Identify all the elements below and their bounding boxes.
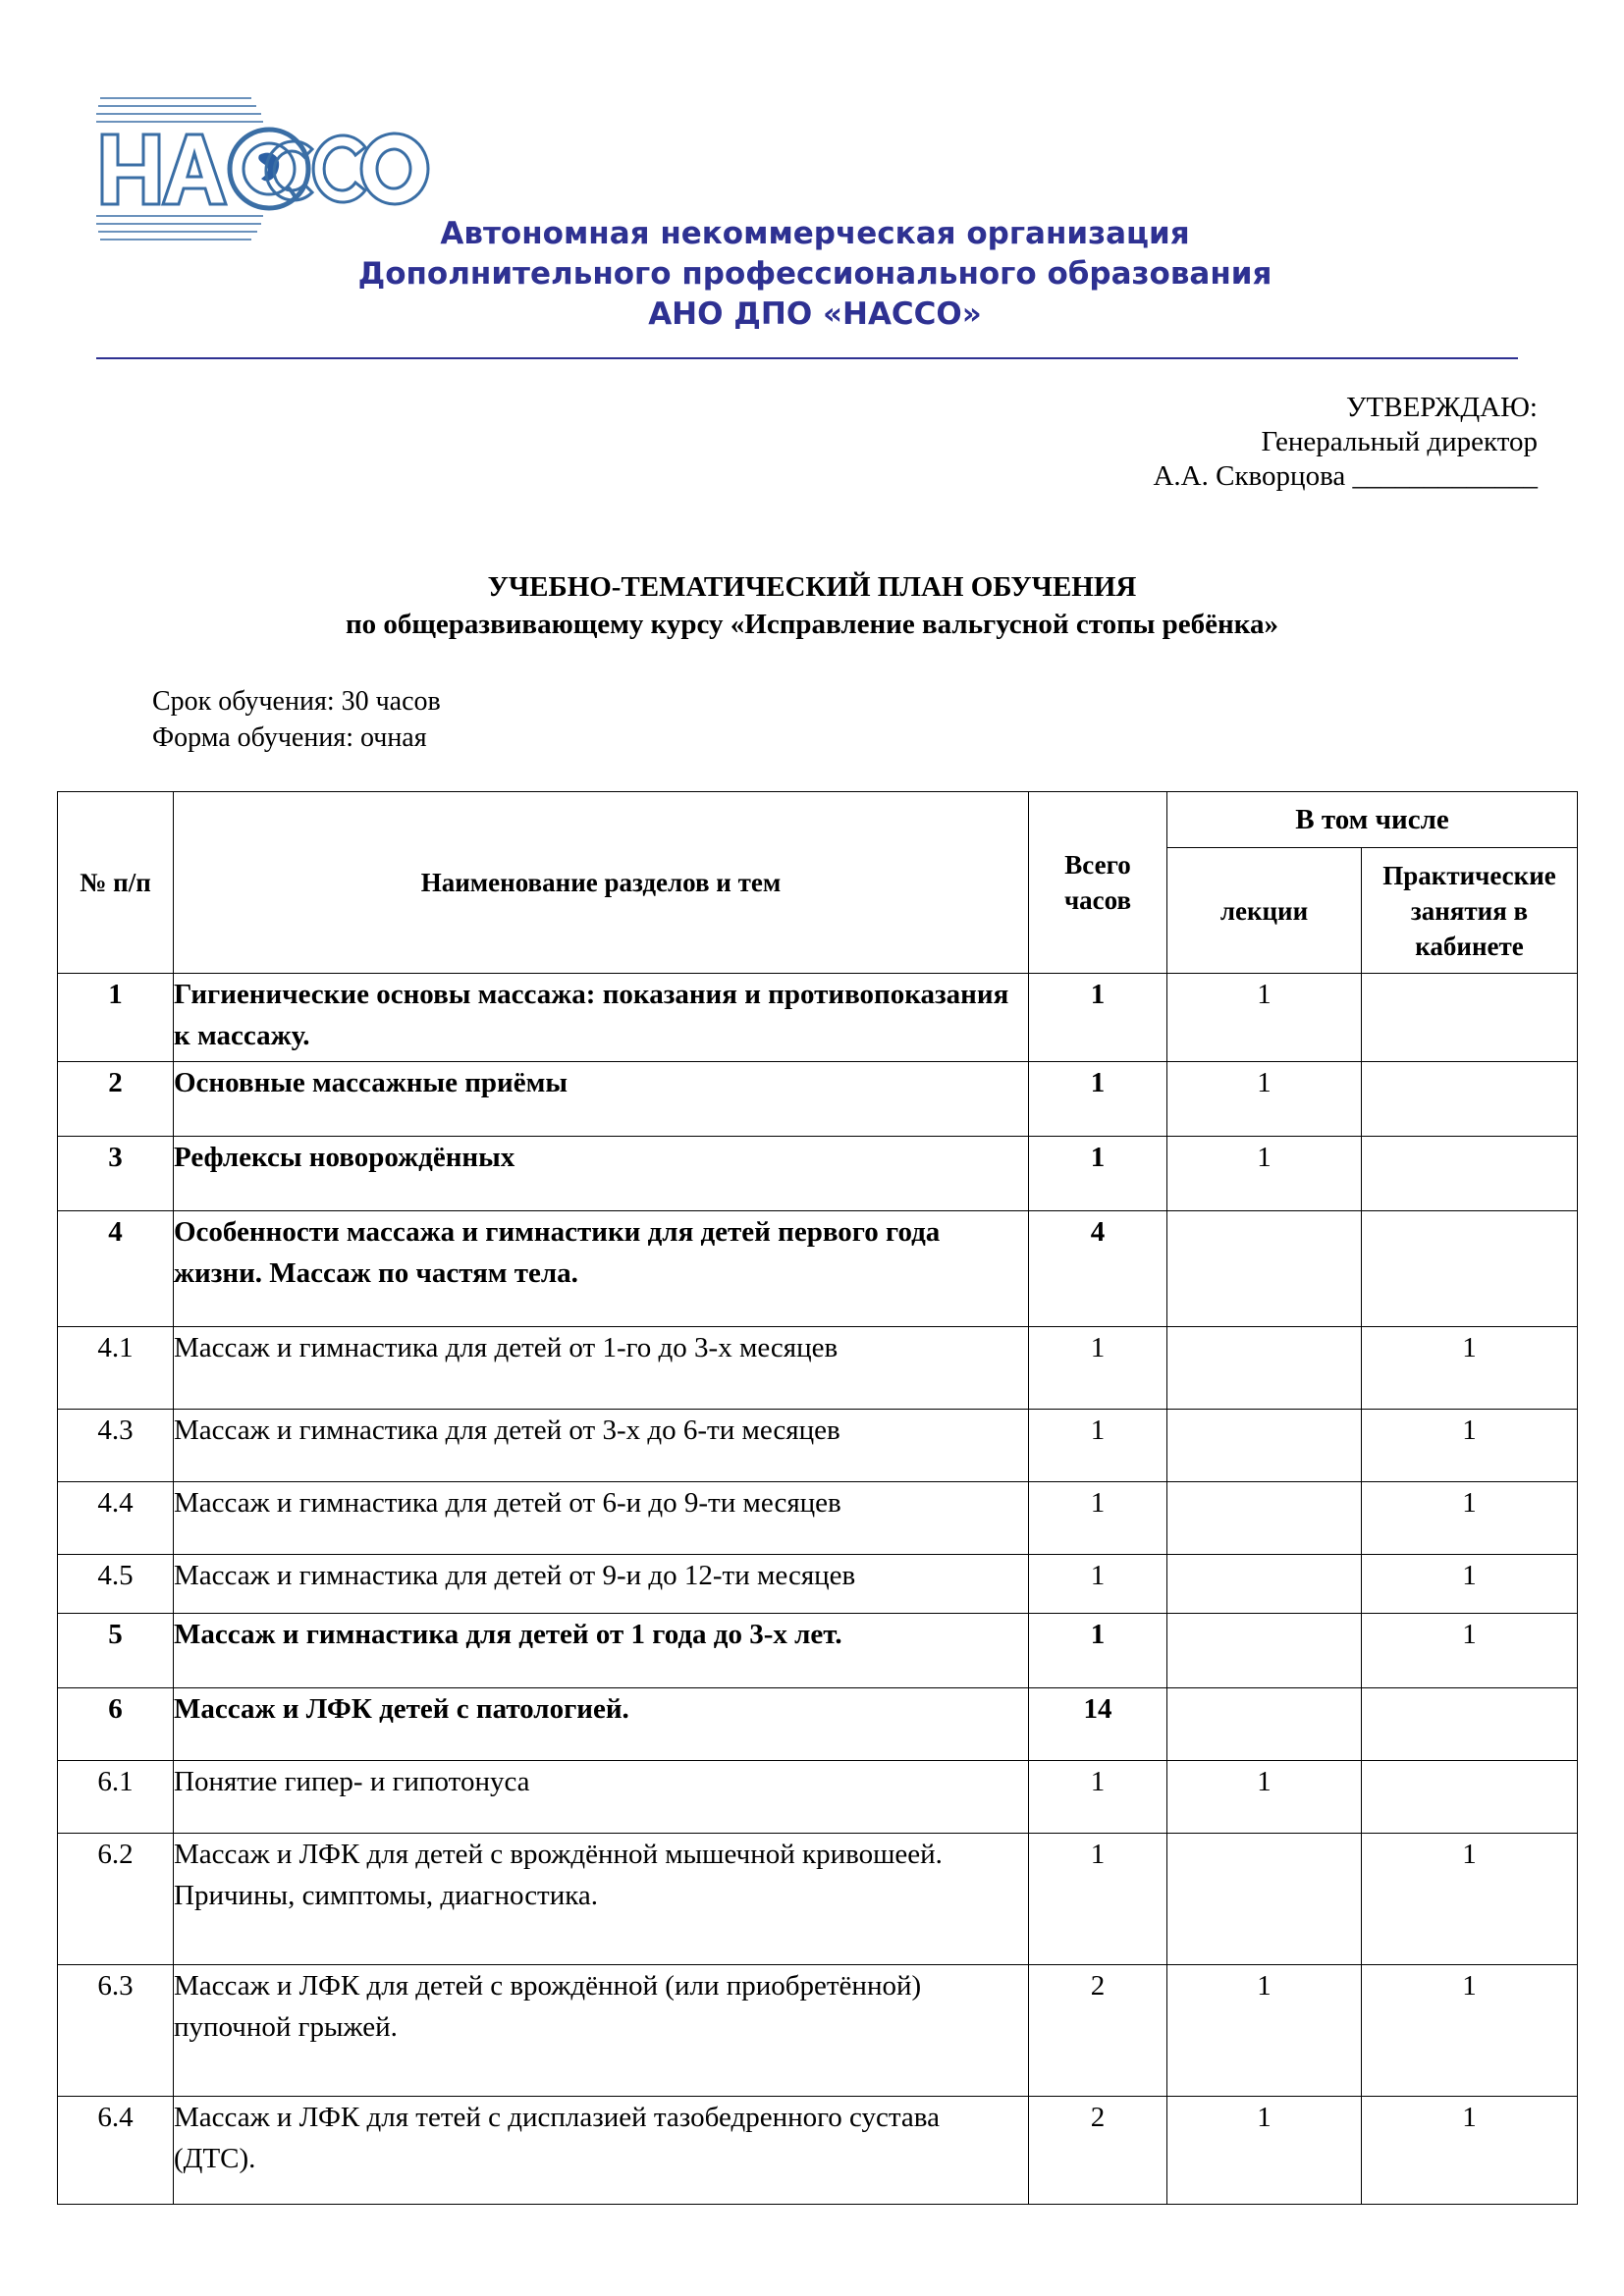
row-practice-hours: 1	[1362, 1834, 1578, 1965]
row-practice-hours	[1362, 1137, 1578, 1211]
row-number: 2	[58, 1062, 174, 1137]
row-topic-name: Гигиенические основы массажа: показания и противопоказания к массажу.	[174, 974, 1029, 1062]
row-lecture-hours	[1167, 1688, 1362, 1761]
study-plan-table	[57, 791, 1578, 2205]
row-total-hours: 4	[1029, 1211, 1167, 1327]
table-row	[58, 1062, 1578, 1137]
row-topic-name: Массаж и гимнастика для детей от 9-и до 12-ти месяцев	[174, 1555, 1029, 1614]
course-meta	[152, 683, 441, 756]
header-num: № п/п	[58, 792, 174, 974]
row-lecture-hours	[1167, 1410, 1362, 1482]
row-total-hours: 1	[1029, 974, 1167, 1062]
row-number: 4.4	[58, 1482, 174, 1555]
row-number: 3	[58, 1137, 174, 1211]
row-lecture-hours: 1	[1167, 1062, 1362, 1137]
header-lectures: лекции	[1167, 848, 1362, 974]
row-number: 6.4	[58, 2097, 174, 2205]
row-lecture-hours: 1	[1167, 2097, 1362, 2205]
row-lecture-hours	[1167, 1555, 1362, 1614]
table-row	[58, 2097, 1578, 2205]
row-practice-hours: 1	[1362, 1555, 1578, 1614]
row-practice-hours	[1362, 1761, 1578, 1834]
row-lecture-hours	[1167, 1834, 1362, 1965]
row-lecture-hours	[1167, 1614, 1362, 1688]
row-topic-name: Особенности массажа и гимнастики для детей первого года жизни. Массаж по частям тела.	[174, 1211, 1029, 1327]
row-topic-name: Массаж и ЛФК для детей с врождённой (или приобретённой) пупочной грыжей.	[174, 1965, 1029, 2097]
approval-line-1: УТВЕРЖДАЮ:	[1346, 392, 1538, 423]
row-topic-name: Основные массажные приёмы	[174, 1062, 1029, 1137]
org-line-3: АНО ДПО «НАССО»	[648, 296, 982, 332]
row-total-hours: 1	[1029, 1482, 1167, 1555]
row-total-hours: 1	[1029, 1761, 1167, 1834]
org-line-2: Дополнительного профессионального образования	[357, 256, 1272, 292]
table-row	[58, 1555, 1578, 1614]
header-name: Наименование разделов и тем	[174, 792, 1029, 974]
row-practice-hours: 1	[1362, 1614, 1578, 1688]
row-practice-hours: 1	[1362, 1410, 1578, 1482]
table-row	[58, 1137, 1578, 1211]
row-number: 6.1	[58, 1761, 174, 1834]
row-topic-name: Массаж и гимнастика для детей от 1 года до 3-х лет.	[174, 1614, 1029, 1688]
table-row	[58, 1965, 1578, 2097]
approval-block	[1153, 391, 1538, 494]
header-divider	[96, 357, 1518, 359]
row-number: 4	[58, 1211, 174, 1327]
row-total-hours: 1	[1029, 1137, 1167, 1211]
row-practice-hours: 1	[1362, 1327, 1578, 1410]
row-total-hours: 1	[1029, 1062, 1167, 1137]
row-total-hours: 14	[1029, 1688, 1167, 1761]
row-lecture-hours: 1	[1167, 1137, 1362, 1211]
org-line-1: Автономная некоммерческая организация	[440, 216, 1190, 251]
row-lecture-hours: 1	[1167, 1965, 1362, 2097]
row-practice-hours: 1	[1362, 1965, 1578, 2097]
row-practice-hours: 1	[1362, 2097, 1578, 2205]
row-practice-hours	[1362, 1688, 1578, 1761]
course-form: Форма обучения: очная	[152, 722, 427, 753]
row-topic-name: Массаж и гимнастика для детей от 3-х до 6-ти месяцев	[174, 1410, 1029, 1482]
approval-line-2: Генеральный директор	[1261, 426, 1538, 457]
row-topic-name: Массаж и гимнастика для детей от 6-и до 9-ти месяцев	[174, 1482, 1029, 1555]
row-total-hours: 1	[1029, 1834, 1167, 1965]
row-number: 4.1	[58, 1327, 174, 1410]
row-lecture-hours	[1167, 1482, 1362, 1555]
table-row	[58, 974, 1578, 1062]
row-practice-hours	[1362, 974, 1578, 1062]
table-row	[58, 1614, 1578, 1688]
row-topic-name: Массаж и гимнастика для детей от 1-го до 3-х месяцев	[174, 1327, 1029, 1410]
row-topic-name: Массаж и ЛФК детей с патологией.	[174, 1688, 1029, 1761]
document-title: УЧЕБНО-ТЕМАТИЧЕСКИЙ ПЛАН ОБУЧЕНИЯ	[487, 571, 1137, 603]
row-total-hours: 1	[1029, 1555, 1167, 1614]
organization-name	[324, 214, 1306, 335]
row-lecture-hours: 1	[1167, 1761, 1362, 1834]
row-topic-name: Массаж и ЛФК для тетей с дисплазией тазобедренного сустава (ДТС).	[174, 2097, 1029, 2205]
row-number: 6.3	[58, 1965, 174, 2097]
row-total-hours: 1	[1029, 1327, 1167, 1410]
row-number: 4.3	[58, 1410, 174, 1482]
table-body	[58, 974, 1578, 2205]
row-number: 4.5	[58, 1555, 174, 1614]
row-total-hours: 1	[1029, 1410, 1167, 1482]
row-topic-name: Массаж и ЛФК для детей с врождённой мышечной кривошеей. Причины, симптомы, диагностика.	[174, 1834, 1029, 1965]
header-total: Всего часов	[1029, 792, 1167, 974]
course-duration: Срок обучения: 30 часов	[152, 686, 441, 717]
row-lecture-hours	[1167, 1327, 1362, 1410]
row-number: 1	[58, 974, 174, 1062]
row-practice-hours	[1362, 1211, 1578, 1327]
table-row	[58, 1211, 1578, 1327]
row-practice-hours: 1	[1362, 1482, 1578, 1555]
row-number: 6.2	[58, 1834, 174, 1965]
row-total-hours: 2	[1029, 1965, 1167, 2097]
table-row	[58, 1834, 1578, 1965]
table-row	[58, 1761, 1578, 1834]
header-practice: Практические занятия в кабинете	[1362, 848, 1578, 974]
table-row	[58, 1482, 1578, 1555]
table-row	[58, 1327, 1578, 1410]
row-number: 6	[58, 1688, 174, 1761]
header-group: В том числе	[1167, 792, 1578, 848]
approval-line-3: А.А. Скворцова _____________	[1153, 460, 1538, 492]
row-topic-name: Рефлексы новорождённых	[174, 1137, 1029, 1211]
row-number: 5	[58, 1614, 174, 1688]
table-row	[58, 1410, 1578, 1482]
row-total-hours: 1	[1029, 1614, 1167, 1688]
table-row	[58, 1688, 1578, 1761]
document-subtitle: по общеразвивающему курсу «Исправление вальгусной стопы ребёнка»	[345, 609, 1279, 640]
row-topic-name: Понятие гипер- и гипотонуса	[174, 1761, 1029, 1834]
row-practice-hours	[1362, 1062, 1578, 1137]
row-total-hours: 2	[1029, 2097, 1167, 2205]
row-lecture-hours	[1167, 1211, 1362, 1327]
row-lecture-hours: 1	[1167, 974, 1362, 1062]
